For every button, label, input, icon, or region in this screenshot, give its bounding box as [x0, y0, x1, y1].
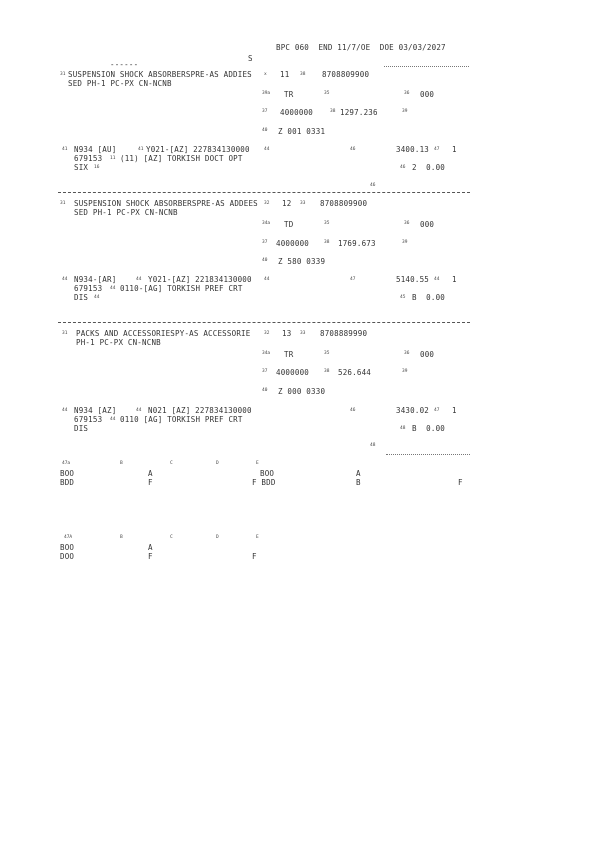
previous-document: Z 580 0339 — [278, 257, 326, 266]
field-tag: 47 — [434, 408, 440, 413]
document-code: N934-[AR] — [74, 275, 117, 284]
column-header: B — [120, 535, 123, 540]
field-tag: 35 — [324, 351, 330, 356]
field-tag: 44 — [136, 277, 142, 282]
field-tag: 44 — [94, 295, 100, 300]
document-code-2: Y021-[AZ] 227834130000 — [146, 145, 250, 154]
field-tag: 44 — [62, 277, 68, 282]
summary-cell: B — [356, 478, 361, 487]
field-tag: 44 — [136, 408, 142, 413]
column-header: 47a — [62, 461, 71, 466]
previous-document: Z 000 0330 — [278, 387, 326, 396]
field-tag: 39 — [402, 369, 408, 374]
package-count: 1 — [452, 406, 457, 415]
column-header: E — [256, 461, 259, 466]
country-code: TR — [284, 90, 294, 99]
field-tag: 33 — [300, 201, 306, 206]
field-tag: 46 — [400, 165, 406, 170]
country-code: TR — [284, 350, 294, 359]
column-header: D — [216, 535, 219, 540]
package-count: 1 — [452, 275, 457, 284]
summary-cell: BOO — [260, 469, 275, 478]
field-tag: 16 — [94, 165, 100, 170]
summary-cell: F — [458, 478, 463, 487]
field-tag: 44 — [110, 417, 116, 422]
document-ref: 679153 — [74, 415, 103, 424]
summary-cell: A — [148, 543, 153, 552]
country-code: TD — [284, 220, 294, 229]
document-code-2: N021 [AZ] 227834130000 — [148, 406, 252, 415]
tax-line: B 0.00 — [412, 424, 446, 433]
item-sequence: 11 — [280, 70, 290, 79]
document-code: N934 [AZ] — [74, 406, 117, 415]
net-mass: 526.644 — [338, 368, 372, 377]
summary-cell: BOO — [60, 543, 75, 552]
field-tag: 41 — [62, 147, 68, 152]
field-tag: 34a — [262, 351, 271, 356]
field-tag: 36 — [404, 351, 410, 356]
field-tag: 37 — [262, 109, 268, 114]
field-tag: 38 — [330, 109, 336, 114]
field-tag: 34a — [262, 221, 271, 226]
statistical-value: 5140.55 — [396, 275, 430, 284]
item-sequence: 13 — [282, 329, 292, 338]
item-separator — [58, 192, 470, 193]
statistical-value: 3400.13 — [396, 145, 430, 154]
field-tag: 36 — [404, 221, 410, 226]
document-detail: (11) [AZ] TORKISH DOCT OPT — [120, 154, 243, 163]
net-mass: 1297.236 — [340, 108, 378, 117]
document-detail: 0110-[AG] TORKISH PREF CRT — [120, 284, 243, 293]
previous-document: Z 001 0331 — [278, 127, 326, 136]
column-header: 47A — [64, 535, 73, 540]
field-tag: 36 — [404, 91, 410, 96]
field-tag: 39 — [402, 240, 408, 245]
field-tag: 11 — [110, 156, 116, 161]
commodity-code: 8708809900 — [320, 199, 368, 208]
commodity-code: 8708889990 — [320, 329, 368, 338]
field-tag: 35 — [324, 91, 330, 96]
document-line3: DIS — [74, 293, 89, 302]
field-tag: x — [264, 72, 267, 77]
summary-cell: A — [148, 469, 153, 478]
summary-cell: F BDD — [252, 478, 276, 487]
field-tag: 40 — [262, 388, 268, 393]
field-tag: 46 — [350, 408, 356, 413]
item-description-line2: SED PH-1 PC-PX CN-NCNB — [68, 79, 172, 88]
procedure-code: 4000000 — [280, 108, 314, 117]
column-header: B — [120, 461, 123, 466]
field-tag: 37 — [262, 369, 268, 374]
package-count: 1 — [452, 145, 457, 154]
field-tag: 47 — [350, 277, 356, 282]
field-tag: 46 — [370, 183, 376, 188]
summary-cell: F — [148, 478, 153, 487]
summary-cell: BOO — [60, 469, 75, 478]
field-tag: 45 — [400, 295, 406, 300]
summary-cell: A — [356, 469, 361, 478]
field-tag: 41 — [138, 147, 144, 152]
item-number-tag: 31 — [62, 331, 68, 336]
summary-rule — [386, 454, 470, 455]
document-ref: 679153 — [74, 284, 103, 293]
tax-line: B 0.00 — [412, 293, 446, 302]
item-separator — [58, 322, 470, 323]
column-header: C — [170, 461, 173, 466]
column-header: D — [216, 461, 219, 466]
field-tag: 33 — [300, 331, 306, 336]
field-tag: 44 — [264, 277, 270, 282]
document-ref: 679153 — [74, 154, 103, 163]
summary-cell: DOO — [60, 552, 75, 561]
statistical-value: 3430.02 — [396, 406, 430, 415]
field-tag: 48 — [370, 443, 376, 448]
document-code: N934 [AU] — [74, 145, 117, 154]
field-tag: 48 — [400, 426, 406, 431]
field-tag: 44 — [434, 277, 440, 282]
header-mark: S — [248, 54, 253, 63]
document-detail: 0110 [AG] TORKISH PREF CRT — [120, 415, 243, 424]
field-tag: 35 — [324, 221, 330, 226]
header-short-rule: ------ — [110, 60, 139, 69]
procedure-code: 4000000 — [276, 239, 310, 248]
field-tag: 44 — [110, 286, 116, 291]
field-tag: 47 — [434, 147, 440, 152]
field-tag: 32 — [264, 201, 270, 206]
field-tag: 38 — [324, 369, 330, 374]
item-number-tag: 31 — [60, 72, 66, 77]
preference-code: 000 — [420, 220, 435, 229]
field-tag: 39a — [262, 91, 271, 96]
item-description-line2: SED PH-1 PC-PX CN-NCNB — [74, 208, 178, 217]
document-code-2: Y021-[AZ] 221834130000 — [148, 275, 252, 284]
column-header: C — [170, 535, 173, 540]
tax-line: 2 0.00 — [412, 163, 446, 172]
item-number-tag: 31 — [60, 201, 66, 206]
summary-cell: F — [252, 552, 257, 561]
header-rule — [384, 66, 469, 67]
field-tag: 39 — [402, 109, 408, 114]
column-header: E — [256, 535, 259, 540]
field-tag: 46 — [350, 147, 356, 152]
procedure-code: 4000000 — [276, 368, 310, 377]
field-tag: 44 — [264, 147, 270, 152]
commodity-code: 8708809900 — [322, 70, 370, 79]
field-tag: 37 — [262, 240, 268, 245]
summary-cell: BDD — [60, 478, 75, 487]
net-mass: 1769.673 — [338, 239, 376, 248]
document-line3: SIX — [74, 163, 89, 172]
document-line3: DIS — [74, 424, 89, 433]
field-tag: 40 — [262, 258, 268, 263]
field-tag: 32 — [264, 331, 270, 336]
field-tag: 38 — [300, 72, 306, 77]
document-header: BPC 060 END 11/7/OE DOE 03/03/2027 — [276, 43, 446, 52]
preference-code: 000 — [420, 350, 435, 359]
summary-cell: F — [148, 552, 153, 561]
field-tag: 38 — [324, 240, 330, 245]
field-tag: 44 — [62, 408, 68, 413]
field-tag: 40 — [262, 128, 268, 133]
preference-code: 000 — [420, 90, 435, 99]
item-description-line2: PH-1 PC-PX CN-NCNB — [76, 338, 161, 347]
item-description: SUSPENSION SHOCK ABSORBERSPRE-AS ADDEES — [74, 199, 258, 208]
item-description: SUSPENSION SHOCK ABSORBERSPRE-AS ADDIES — [68, 70, 252, 79]
item-sequence: 12 — [282, 199, 292, 208]
item-description: PACKS AND ACCESSORIESPY-AS ACCESSORIE — [76, 329, 251, 338]
